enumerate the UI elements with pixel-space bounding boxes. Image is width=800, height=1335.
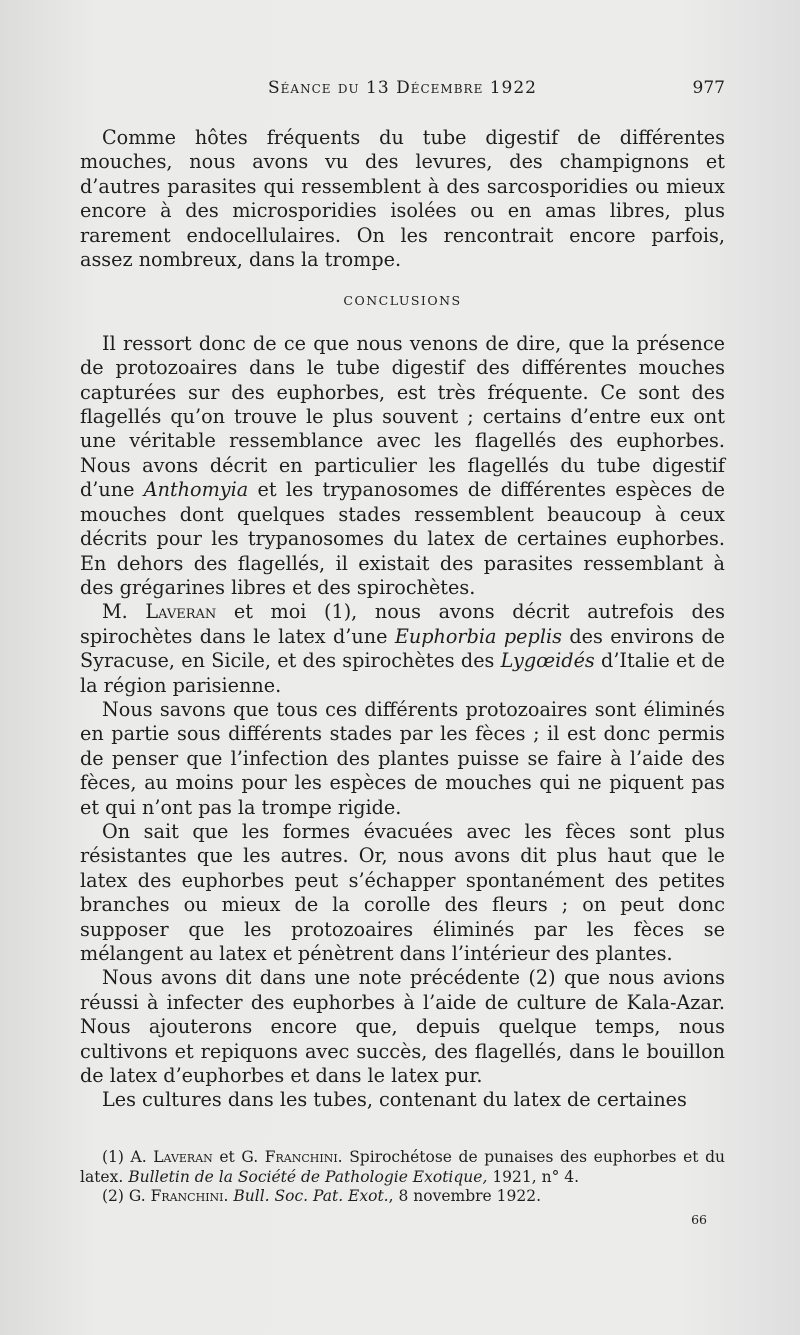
- paragraph: [80, 332, 725, 600]
- text-run: , 8 novembre 1922.: [388, 1187, 541, 1205]
- author-name: Franchini: [264, 1148, 338, 1166]
- paragraph: Les cultures dans les tubes, contenant du latex de certaines: [102, 1088, 687, 1112]
- footnote-number: (2) G.: [102, 1187, 151, 1205]
- page-header: [80, 78, 725, 108]
- page-number: 977: [692, 78, 725, 98]
- text-run: et moi (1), nous avons décrit autrefois des spirochètes dans le latex d’une: [80, 600, 725, 648]
- paragraph: Comme hôtes fréquents du tube digestif de différentes mouches, nous avons vu des levures, des champignons et d’autres parasites qui ressemblent à des sarcosporidies ou mieux encore à des microsporidies isolées ou en amas libres, plus rarement endocellulaires. On les rencontrait encore parfois, assez nombreux, dans la trompe.: [80, 126, 725, 272]
- journal-title: Bull. Soc. Pat. Exot.: [233, 1187, 389, 1205]
- paragraph: Nous savons que tous ces différents protozoaires sont éliminés en partie sous différents stades par les fèces ; il est donc permis de penser que l’infection des plantes puisse se faire à l’aide des fèces, au moins pour les espèces de mouches qui ne piquent pas et qui n’ont pas la trompe rigide.: [80, 697, 725, 819]
- text-run: .: [223, 1187, 234, 1205]
- body-text: [80, 126, 725, 1113]
- text-run: Il ressort donc de ce que nous venons de dire, que la présence de protozoaires dans le tube digestif des différentes mouches capturées sur des euphorbes, est très fréquente. Ce sont des flagellés qu’on trouve le plus souvent ; certains d’entre eux ont une véritable ressemblance avec les flagellés des euphorbes. Nous avons décrit en particulier les flagellés du tube digestif d’une: [80, 331, 725, 502]
- italic-term: Euphorbia peplis: [394, 624, 562, 648]
- text-run: et les trypanosomes de différentes espèces de mouches dont quelques stades ressemblent beaucoup à ceux décrits pour les trypanosomes du latex de certaines euphorbes. En dehors des flagellés, il existait des parasites ressemblant à des grégarines libres et des spirochètes.: [80, 478, 726, 599]
- footnote: [80, 1187, 725, 1207]
- text-run: . Spirochétose de punaises des euphorbes et du latex.: [80, 1148, 725, 1186]
- paragraph: [80, 600, 725, 698]
- author-name: Laveran: [145, 600, 217, 624]
- text-run: et G.: [212, 1148, 265, 1166]
- journal-title: Bulletin de la Société de Pathologie Exotique,: [128, 1167, 488, 1186]
- footnotes: [80, 1148, 725, 1207]
- text-run: des environs de Syracuse, en Sicile, et des spirochètes des: [80, 624, 725, 673]
- footnote: [80, 1148, 725, 1187]
- running-title: Séance du 13 Décembre 1922: [268, 78, 537, 98]
- text-run: M.: [102, 600, 146, 624]
- author-name: Franchini: [150, 1187, 224, 1205]
- italic-term: Anthomyia: [143, 478, 249, 502]
- italic-term: Lygœidés: [500, 649, 595, 673]
- footnote-number: (1) A.: [102, 1148, 154, 1166]
- text-run: 1921, n° 4.: [487, 1167, 580, 1186]
- signature-mark: 66: [691, 1212, 707, 1227]
- section-heading: CONCLUSIONS: [343, 293, 462, 309]
- author-name: Laveran: [153, 1148, 213, 1166]
- paragraph: On sait que les formes évacuées avec les fèces sont plus résistantes que les autres. Or, nous avons dit plus haut que le latex des euphorbes peut s’échapper spontanément des petites branches ou mieux de la corolle des fleurs ; on peut donc supposer que les protozoaires éliminés par les fèces se mélangent au latex et pénètrent dans l’intérieur des plantes.: [80, 819, 725, 965]
- paragraph: Nous avons dit dans une note précédente (2) que nous avions réussi à infecter des euphorbes à l’aide de culture de Kala-Azar. Nous ajouterons encore que, depuis quelque temps, nous cultivons et repiquons avec succès, des flagellés, dans le bouillon de latex d’euphorbes et dans le latex pur.: [80, 966, 725, 1088]
- text-run: d’Italie et de la région parisienne.: [80, 649, 725, 697]
